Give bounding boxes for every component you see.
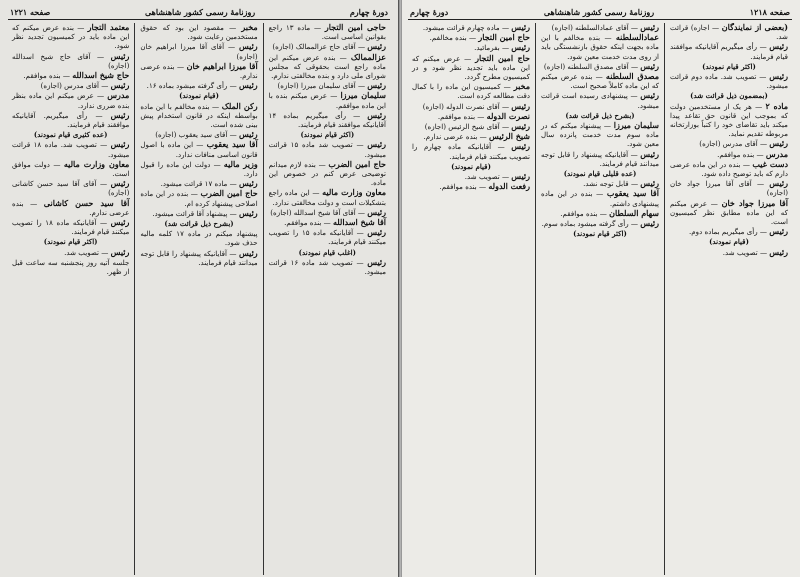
column-paragraph: (عده قلیلی قیام نمودند) bbox=[563, 169, 637, 179]
column-paragraph: آقا میرزا جواد خان — عرض میکنم که این ماده مطابق نظر کمیسیون است. bbox=[670, 197, 788, 227]
column-paragraph: رئیس — بفرمائید. bbox=[474, 42, 530, 53]
column-paragraph: (بشرح ذیل قرائت شد) bbox=[164, 219, 234, 229]
right-page-columns bbox=[408, 23, 792, 575]
column-paragraph: پیشنهاد میکنم در ماده ۱۷ کلمه مالیه حذف شود. bbox=[140, 229, 258, 248]
column-paragraph: حاج امین الضرب — بنده لازم میدانم توضیحی عرض کنم در خصوص این ماده. bbox=[268, 158, 386, 188]
left-header-right: دورهٔ چهارم bbox=[349, 7, 388, 17]
column-paragraph: (اکثر قیام نمودند) bbox=[300, 130, 355, 140]
column-paragraph: رئیس — آقایانیکه پیشنهاد را قابل توجه میدانند قیام فرمایند. bbox=[140, 247, 258, 267]
column-paragraph: سلیمان میرزا — پیشنهاد میکنم که در ماده سوم مدت خدمت پانزده سال معین شود. bbox=[541, 120, 659, 149]
column-paragraph: رئیس — آقایانیکه ماده ۱۵ را تصویب میکنند قیام فرمایند. bbox=[268, 227, 386, 247]
column-paragraph: رئیس — آقای حاج عزالممالک (اجازه) bbox=[272, 41, 386, 52]
column-paragraph: حاج شیخ اسدالله — بنده موافقم. bbox=[23, 70, 130, 81]
page-spine bbox=[399, 0, 402, 577]
column-paragraph: (عده کثیری قیام نمودند) bbox=[33, 130, 108, 140]
column-paragraph: عزالممالک — بنده عرض میکنم این ماده راجع است بحقوقی که مجلس شورای ملی دارد و بنده مخالفتی ندارم. bbox=[268, 51, 386, 81]
column-paragraph: رئیس — آقای مدرس (اجازه) bbox=[699, 138, 788, 149]
column-paragraph: حاجی امین التجار — ماده ۱۳ راجع بقوانین اساسی است. bbox=[268, 23, 386, 42]
column-paragraph: حاج امین التجار — عرض میکنم که این ماده باید تجدید نظر شود و در کمیسیون مطرح گردد. bbox=[412, 52, 530, 82]
column-paragraph: آقا میرزا ابراهیم خان — بنده عرضی ندارم. bbox=[140, 60, 258, 81]
column-paragraph: رئیس — تصویب شد ماده ۱۵ قرائت میشود. bbox=[268, 139, 386, 159]
column-paragraph: رکن الملک — بنده مخالفم با این ماده بواسطه اینکه در قانون استخدام پیش بینی شده است. bbox=[140, 100, 258, 130]
column-paragraph: رئیس — آقای سلیمان میرزا (اجازه) bbox=[277, 80, 386, 91]
column-rule bbox=[664, 23, 665, 575]
column-paragraph: (اکثر قیام نمودند) bbox=[43, 237, 98, 247]
column-paragraph: رئیس — آقای نصرت الدوله (اجازه) bbox=[422, 100, 530, 111]
column-paragraph: (قیام نمودند) bbox=[451, 161, 491, 171]
column-paragraph: عمادالسلطنه — بنده مخالفم با این ماده بجهت اینکه حقوق بازنشستگی باید از روی مدت خدمت معین شود. bbox=[541, 32, 659, 61]
column-paragraph: آقا سید یعقوب — این ماده با اصول قانون اساسی منافات ندارد. bbox=[140, 139, 258, 159]
column-paragraph: رئیس — آقای آقا میرزا جواد خان (اجازه) bbox=[670, 178, 788, 198]
column-paragraph: رئیس — آقای حاج شیخ اسدالله (اجازه) bbox=[12, 50, 130, 70]
column-paragraph: معاون وزارت مالیه — این ماده راجع بتشکیلات است و دولت مخالفتی ندارد. bbox=[268, 187, 386, 207]
column-rule bbox=[134, 23, 135, 575]
column-paragraph: (قیام نمودند) bbox=[179, 91, 219, 101]
column-paragraph: رئیس — آقای عمادالسلطنه (اجازه) bbox=[551, 23, 659, 32]
column-paragraph: مصدق السلطنه — بنده عرض میکنم که این ماده کاملاً صحیح است. bbox=[541, 71, 659, 91]
column-paragraph: رئیس — ماده ۱۷ قرائت میشود. bbox=[160, 178, 258, 189]
column-paragraph: رئیس — پیشنهاد آقا قرائت میشود. bbox=[152, 207, 258, 218]
column-paragraph: آقا سید یعقوب — بنده در این ماده پیشنهادی داشتم. bbox=[541, 188, 659, 208]
column-paragraph: معتمد التجار — بنده عرض میکنم که این ماده باید در کمیسیون تجدید نظر شود. bbox=[12, 23, 130, 51]
column-paragraph: رئیس — رأی میگیریم بماده ۱۴ آقایانیکه موافقند قیام فرمایند. bbox=[268, 109, 386, 130]
column-paragraph: دست غیب — بنده در این ماده عرضی دارم که باید توضیح داده شود. bbox=[670, 158, 789, 179]
column-paragraph: رئیس — آقای آقا میرزا ابراهیم خان (اجازه) bbox=[140, 41, 258, 61]
column-paragraph: رئیس — آقای مصدق السلطنه (اجازه) bbox=[543, 60, 659, 71]
right-header-center: روزنامهٔ رسمی کشور شاهنشاهی bbox=[543, 7, 655, 17]
column-paragraph: سهام السلطان — بنده موافقم. bbox=[560, 207, 659, 218]
left-column-1 bbox=[265, 23, 390, 575]
column-paragraph: رئیس — آقایانیکه پیشنهاد را قابل توجه میدانند قیام فرمایند. bbox=[541, 148, 659, 168]
column-paragraph: مخبر — کمیسیون این ماده را با کمال دقت مطالعه کرده است. bbox=[412, 81, 530, 101]
left-page-columns bbox=[8, 23, 390, 575]
column-paragraph: رئیس — آقای آقا شیخ اسدالله (اجازه) bbox=[270, 206, 386, 217]
column-paragraph: رفعت الدوله — بنده موافقم. bbox=[439, 181, 530, 192]
column-paragraph: رئیس — رأی گرفته میشود بماده ۱۶. bbox=[146, 80, 258, 91]
column-paragraph: (اکثر قیام نمودند) bbox=[702, 61, 756, 71]
column-paragraph: مخبر — مقصود این بود که حقوق مستخدمین رعایت شود. bbox=[140, 23, 258, 42]
column-paragraph: (اکثر قیام نمودند) bbox=[573, 229, 627, 239]
column-paragraph: رئیس — تصویب شد. bbox=[464, 171, 530, 182]
column-paragraph: آقا شیخ اسدالله — بنده موافقم. bbox=[284, 217, 386, 228]
column-paragraph: رئیس — رأی میگیریم بماده دوم. bbox=[689, 226, 788, 237]
column-paragraph: رئیس — آقای شیخ الرئیس (اجازه) bbox=[424, 121, 530, 132]
column-paragraph: رئیس — تصویب شد ماده ۱۶ قرائت میشود. bbox=[268, 256, 386, 277]
column-paragraph: مدرس — بنده موافقم. bbox=[717, 148, 788, 159]
column-rule bbox=[263, 23, 264, 575]
column-paragraph: رئیس — قابل توجه نشد. bbox=[583, 178, 659, 189]
column-paragraph: رئیس — آقای سید یعقوب (اجازه) bbox=[155, 129, 258, 140]
right-page-header bbox=[408, 6, 792, 20]
column-paragraph: رئیس — تصویب شد. ماده ۱۸ قرائت میشود. bbox=[12, 139, 130, 159]
left-page-header bbox=[8, 6, 390, 20]
right-page bbox=[400, 0, 800, 577]
column-paragraph: معاون وزارت مالیه — دولت موافق است. bbox=[12, 158, 130, 179]
right-column-2 bbox=[537, 23, 663, 575]
column-paragraph: سلیمان میرزا — عرض میکنم بنده با این ماده موافقم. bbox=[268, 90, 386, 110]
column-paragraph: نصرت الدوله — بنده موافقم. bbox=[437, 110, 530, 121]
column-paragraph: حاج امین التجار — بنده مخالفم. bbox=[429, 32, 530, 43]
left-column-2 bbox=[136, 23, 261, 575]
column-paragraph: رئیس — آقای آقا سید حسن کاشانی (اجازه) bbox=[12, 178, 130, 198]
column-paragraph: مدرس — عرض میکنم این ماده بنظر بنده ضرری ندارد. bbox=[12, 90, 130, 110]
right-header-right: صفحه ۱۲۱۸ bbox=[749, 7, 790, 17]
column-paragraph: رئیس — رأی گرفته میشود بماده سوم. bbox=[541, 218, 659, 229]
column-paragraph: (اغلب قیام نمودند) bbox=[298, 247, 356, 257]
right-column-3 bbox=[408, 23, 534, 575]
column-paragraph: جلسه آتیه روز پنجشنبه سه ساعت قبل از ظهر. bbox=[12, 257, 130, 277]
column-paragraph: رئیس — آقایانیکه ماده ۱۸ را تصویب میکنند قیام فرمایند. bbox=[12, 217, 130, 237]
column-paragraph: (بمضمون ذیل قرائت شد) bbox=[690, 91, 768, 101]
column-paragraph: رئیس — رأی میگیریم آقایانیکه موافقند قیام فرمایند. bbox=[670, 41, 788, 61]
column-paragraph: رئیس — ماده چهارم قرائت میشود. bbox=[422, 23, 530, 32]
column-paragraph: ماده ۲ — هر یک از مستخدمین دولت که بموجب این قانون حق تقاعد پیدا میکند باید تقاضای خود را کتباً بوزارتخانه مربوطه تقدیم نماید. bbox=[670, 100, 789, 139]
column-paragraph: رئیس — آقایانیکه ماده چهارم را تصویب میکنند قیام فرمایند. bbox=[412, 141, 530, 161]
column-paragraph: رئیس — آقای مدرس (اجازه) bbox=[40, 80, 130, 91]
column-paragraph: حاج امین الضرب — بنده در این ماده اصلاحی پیشنهاد کرده ام. bbox=[140, 188, 258, 208]
right-header-left: دورهٔ چهارم bbox=[410, 7, 449, 17]
column-paragraph: رئیس — تصویب شد. bbox=[64, 246, 130, 257]
column-paragraph: رئیس — تصویب شد. bbox=[722, 246, 788, 257]
left-header-center: روزنامهٔ رسمی کشور شاهنشاهی bbox=[144, 7, 256, 17]
left-column-3 bbox=[8, 23, 133, 575]
column-paragraph: رئیس — تصویب شد. ماده دوم قرائت میشود. bbox=[670, 71, 788, 91]
column-paragraph: وزیر مالیه — دولت این ماده را قبول دارد. bbox=[140, 158, 258, 179]
column-paragraph: (بعضی از نمایندگان — اجازه) قرائت شد. bbox=[670, 23, 788, 42]
left-header-left: صفحه ۱۲۲۱ bbox=[10, 7, 51, 17]
column-paragraph: شیخ الرئیس — بنده عرضی ندارم. bbox=[423, 131, 530, 142]
column-paragraph: رئیس — رأی میگیریم. آقایانیکه موافقند قیام فرمایند. bbox=[12, 109, 130, 130]
column-paragraph: (بشرح ذیل قرائت شد) bbox=[565, 110, 635, 120]
column-rule bbox=[535, 23, 536, 575]
column-paragraph: آقا سید حسن کاشانی — بنده عرضی ندارم. bbox=[12, 197, 130, 217]
column-paragraph: (قیام نمودند) bbox=[709, 237, 749, 247]
column-paragraph: رئیس — پیشنهادی رسیده است قرائت میشود. bbox=[541, 90, 659, 110]
right-column-1 bbox=[666, 23, 792, 575]
